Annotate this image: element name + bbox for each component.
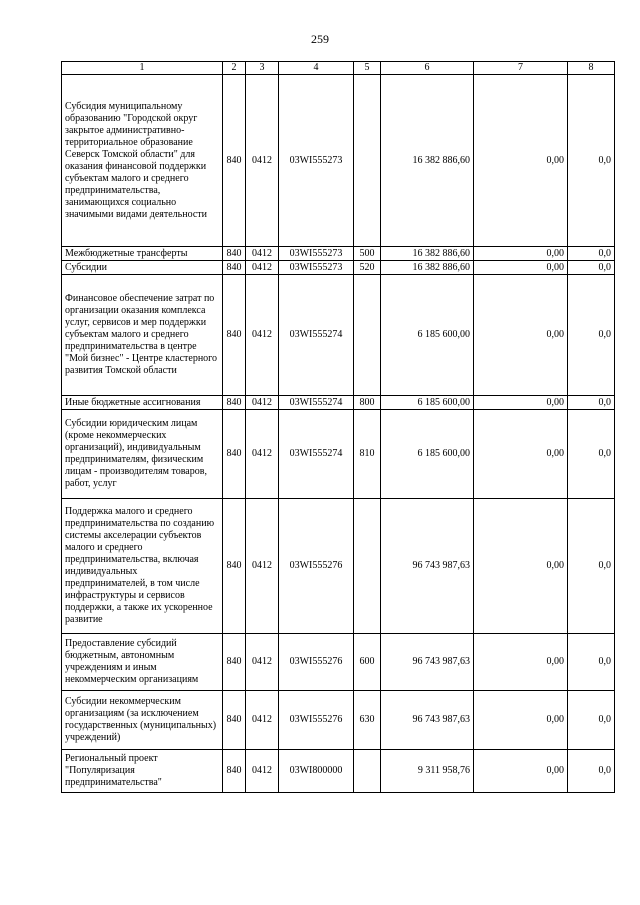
row-amount-year2: 0,00 bbox=[474, 499, 568, 634]
row-name: Субсидии некоммерческим организациям (за исключением государственных (муниципальных) учреждений) bbox=[62, 691, 223, 750]
row-ministry-code: 840 bbox=[223, 691, 246, 750]
table-row bbox=[62, 275, 615, 396]
row-amount-year3: 0,0 bbox=[568, 247, 615, 261]
row-amount-year2: 0,00 bbox=[474, 396, 568, 410]
row-amount-year1: 96 743 987,63 bbox=[381, 691, 474, 750]
row-section-code: 0412 bbox=[246, 247, 279, 261]
row-name: Субсидии bbox=[62, 261, 223, 275]
row-amount-year3: 0,0 bbox=[568, 691, 615, 750]
row-amount-year3: 0,0 bbox=[568, 75, 615, 247]
row-target-code: 03WI555276 bbox=[279, 634, 354, 691]
row-amount-year3: 0,0 bbox=[568, 396, 615, 410]
row-expense-type: 630 bbox=[354, 691, 381, 750]
row-ministry-code: 840 bbox=[223, 634, 246, 691]
row-expense-type: 520 bbox=[354, 261, 381, 275]
row-amount-year2: 0,00 bbox=[474, 275, 568, 396]
row-expense-type: 810 bbox=[354, 410, 381, 499]
row-amount-year1: 6 185 600,00 bbox=[381, 275, 474, 396]
row-amount-year1: 16 382 886,60 bbox=[381, 75, 474, 247]
row-amount-year2: 0,00 bbox=[474, 750, 568, 793]
row-name: Субсидия муниципальному образованию "Городской округ закрытое административно-территориальное образование Северск Томской области" для оказания финансовой поддержки субъектам малого и среднего предпринимательства, занимающихся социально значимыми видами деятельности bbox=[62, 75, 223, 247]
row-ministry-code: 840 bbox=[223, 410, 246, 499]
header-col-5: 5 bbox=[354, 62, 381, 75]
header-col-8: 8 bbox=[568, 62, 615, 75]
row-amount-year3: 0,0 bbox=[568, 261, 615, 275]
row-amount-year2: 0,00 bbox=[474, 634, 568, 691]
row-expense-type bbox=[354, 750, 381, 793]
row-amount-year2: 0,00 bbox=[474, 691, 568, 750]
row-amount-year1: 6 185 600,00 bbox=[381, 396, 474, 410]
row-ministry-code: 840 bbox=[223, 750, 246, 793]
row-amount-year1: 16 382 886,60 bbox=[381, 261, 474, 275]
row-target-code: 03WI555276 bbox=[279, 691, 354, 750]
row-name: Поддержка малого и среднего предпринимательства по созданию системы акселерации субъектов малого и среднего предпринимательства, включая индивидуальных предпринимателей, в том числе инфраструктуры и сервисов поддержки, а также их ускоренное развитие bbox=[62, 499, 223, 634]
row-name: Региональный проект "Популяризация предпринимательства" bbox=[62, 750, 223, 793]
row-amount-year2: 0,00 bbox=[474, 247, 568, 261]
table-row bbox=[62, 499, 615, 634]
row-ministry-code: 840 bbox=[223, 261, 246, 275]
row-section-code: 0412 bbox=[246, 410, 279, 499]
row-name: Субсидии юридическим лицам (кроме некоммерческих организаций), индивидуальным предпринимателям, физическим лицам - производителям товаров, работ, услуг bbox=[62, 410, 223, 499]
row-section-code: 0412 bbox=[246, 75, 279, 247]
row-target-code: 03WI555273 bbox=[279, 261, 354, 275]
row-target-code: 03WI555274 bbox=[279, 410, 354, 499]
row-target-code: 03WI555274 bbox=[279, 275, 354, 396]
header-col-4: 4 bbox=[279, 62, 354, 75]
row-section-code: 0412 bbox=[246, 691, 279, 750]
row-target-code: 03WI555273 bbox=[279, 75, 354, 247]
header-col-2: 2 bbox=[223, 62, 246, 75]
table-row bbox=[62, 247, 615, 261]
row-section-code: 0412 bbox=[246, 750, 279, 793]
row-amount-year3: 0,0 bbox=[568, 410, 615, 499]
row-ministry-code: 840 bbox=[223, 75, 246, 247]
table-row bbox=[62, 75, 615, 247]
row-ministry-code: 840 bbox=[223, 499, 246, 634]
row-expense-type bbox=[354, 275, 381, 396]
row-name: Иные бюджетные ассигнования bbox=[62, 396, 223, 410]
page-number: 259 bbox=[311, 32, 329, 46]
row-name: Межбюджетные трансферты bbox=[62, 247, 223, 261]
row-amount-year2: 0,00 bbox=[474, 410, 568, 499]
row-amount-year1: 96 743 987,63 bbox=[381, 634, 474, 691]
row-amount-year2: 0,00 bbox=[474, 261, 568, 275]
row-section-code: 0412 bbox=[246, 396, 279, 410]
row-target-code: 03WI555273 bbox=[279, 247, 354, 261]
header-row bbox=[62, 62, 615, 75]
table-row bbox=[62, 396, 615, 410]
table-row bbox=[62, 634, 615, 691]
table-row bbox=[62, 750, 615, 793]
row-section-code: 0412 bbox=[246, 261, 279, 275]
row-amount-year1: 6 185 600,00 bbox=[381, 410, 474, 499]
row-expense-type bbox=[354, 499, 381, 634]
row-ministry-code: 840 bbox=[223, 247, 246, 261]
header-col-7: 7 bbox=[474, 62, 568, 75]
row-section-code: 0412 bbox=[246, 499, 279, 634]
row-expense-type: 800 bbox=[354, 396, 381, 410]
row-name: Предоставление субсидий бюджетным, автономным учреждениям и иным некоммерческим организациям bbox=[62, 634, 223, 691]
row-target-code: 03WI555274 bbox=[279, 396, 354, 410]
row-amount-year2: 0,00 bbox=[474, 75, 568, 247]
row-amount-year1: 9 311 958,76 bbox=[381, 750, 474, 793]
table-row bbox=[62, 691, 615, 750]
table-row bbox=[62, 410, 615, 499]
header-col-1: 1 bbox=[62, 62, 223, 75]
row-section-code: 0412 bbox=[246, 275, 279, 396]
row-name: Финансовое обеспечение затрат по организации оказания комплекса услуг, сервисов и мер поддержки субъектам малого и среднего предпринимательства в центре "Мой бизнес" - Центре кластерного развития Томской области bbox=[62, 275, 223, 396]
row-amount-year1: 16 382 886,60 bbox=[381, 247, 474, 261]
row-ministry-code: 840 bbox=[223, 275, 246, 396]
row-expense-type bbox=[354, 75, 381, 247]
row-target-code: 03WI555276 bbox=[279, 499, 354, 634]
row-expense-type: 600 bbox=[354, 634, 381, 691]
row-amount-year3: 0,0 bbox=[568, 275, 615, 396]
header-col-6: 6 bbox=[381, 62, 474, 75]
row-amount-year1: 96 743 987,63 bbox=[381, 499, 474, 634]
budget-table bbox=[61, 61, 615, 793]
row-ministry-code: 840 bbox=[223, 396, 246, 410]
row-amount-year3: 0,0 bbox=[568, 634, 615, 691]
row-amount-year3: 0,0 bbox=[568, 499, 615, 634]
table-row bbox=[62, 261, 615, 275]
header-col-3: 3 bbox=[246, 62, 279, 75]
row-amount-year3: 0,0 bbox=[568, 750, 615, 793]
row-target-code: 03WI800000 bbox=[279, 750, 354, 793]
row-expense-type: 500 bbox=[354, 247, 381, 261]
row-section-code: 0412 bbox=[246, 634, 279, 691]
